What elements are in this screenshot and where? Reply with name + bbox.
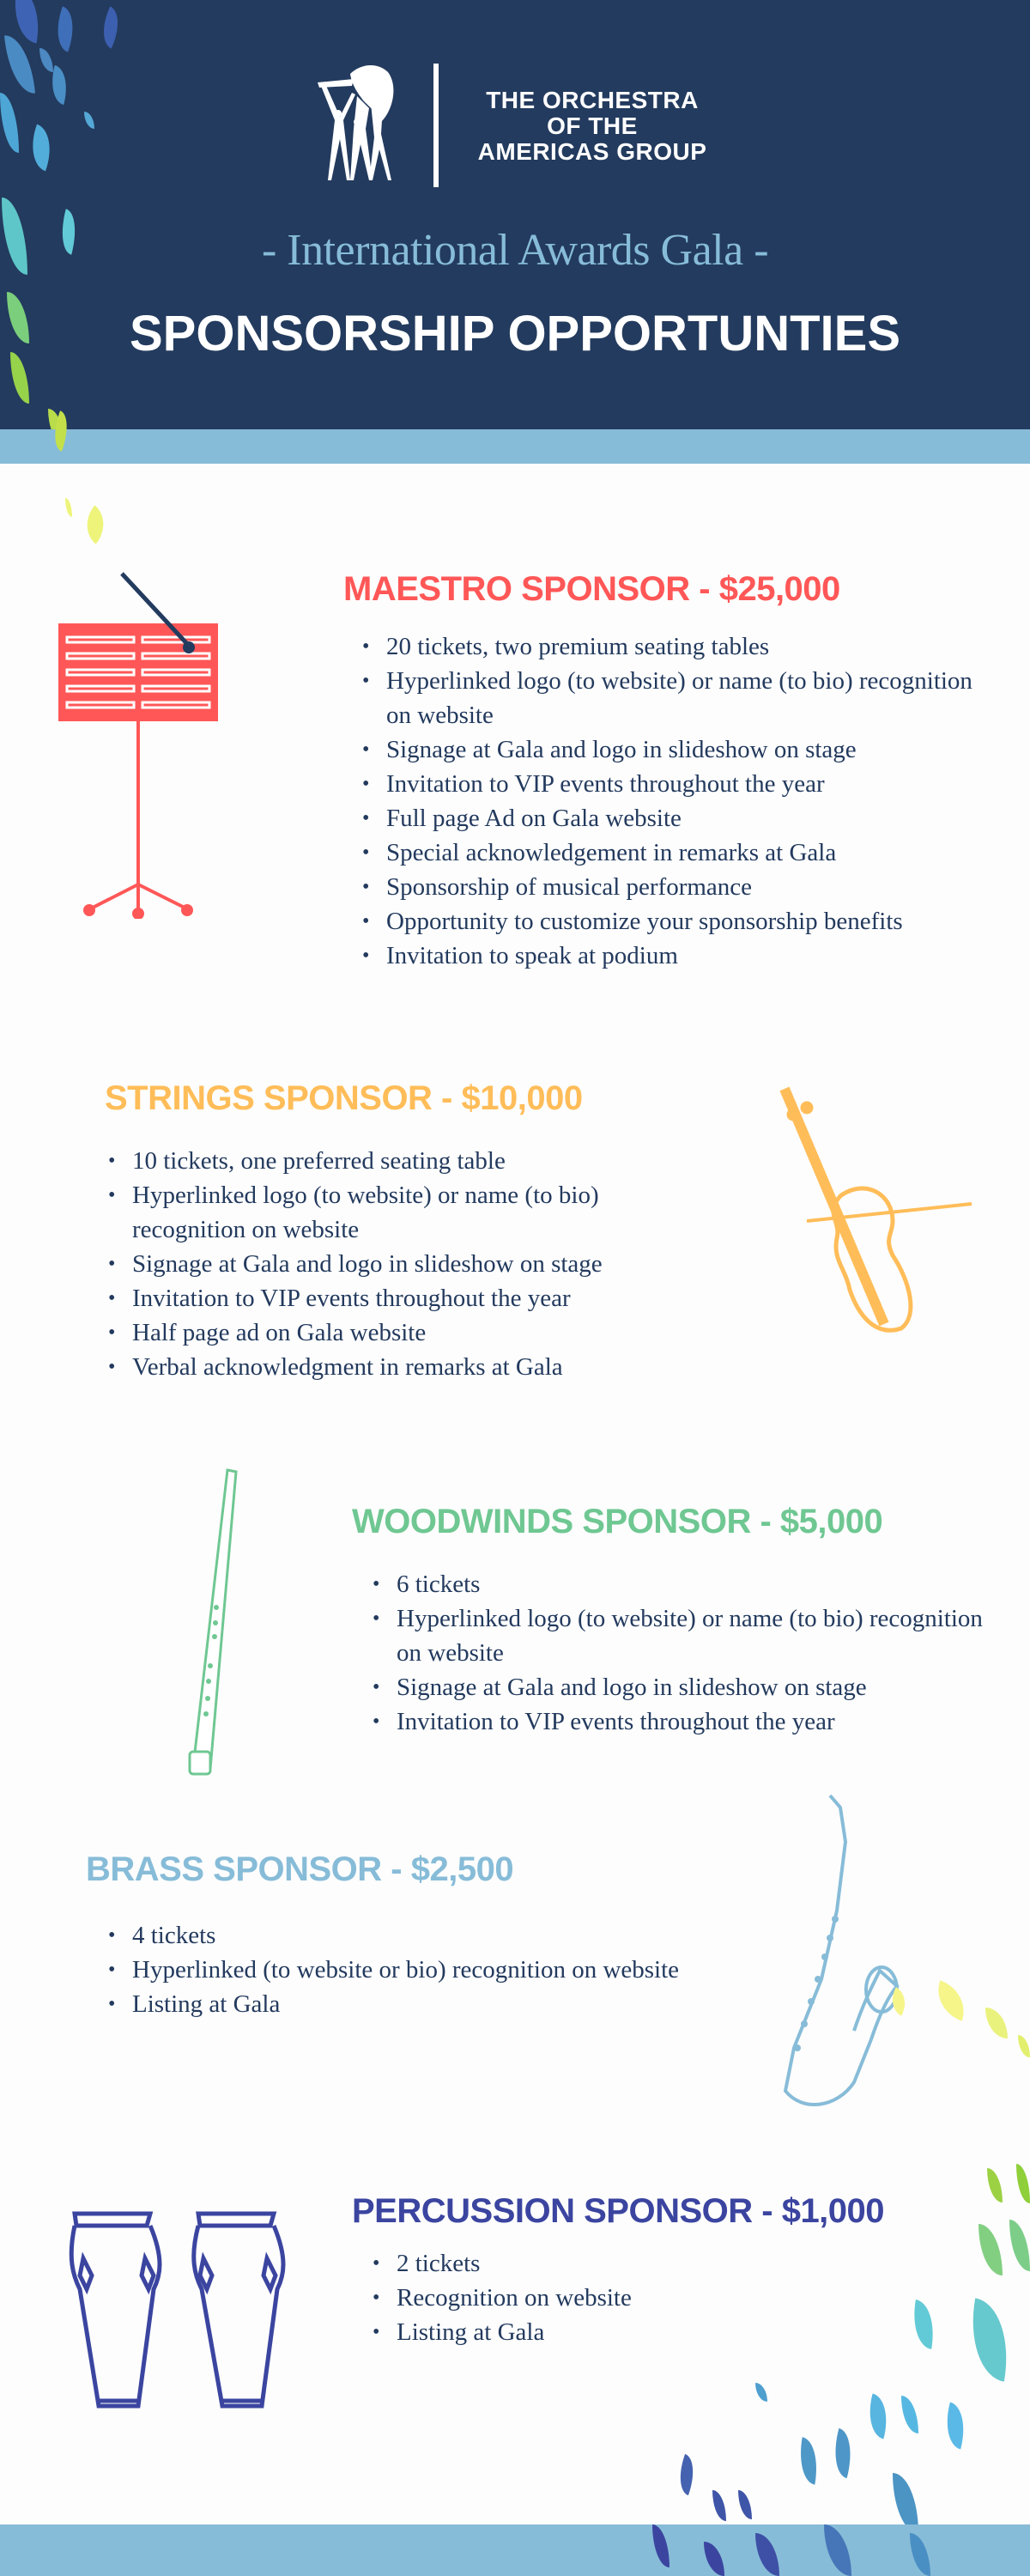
leaf-decoration [862,2393,894,2439]
benefit-item: • Verbal acknowledgment in remarks at Gala [105,1350,706,1384]
leaf-decoration [672,2454,701,2495]
benefit-item: • 4 tickets [105,1918,687,1953]
benefits-list [352,2246,1004,2349]
leaf-decoration [939,2402,972,2449]
benefit-item: • Invitation to VIP events throughout the year [105,1281,706,1315]
tier-title: MAESTRO SPONSOR - $25,000 [343,570,840,608]
leaf-decoration [712,2490,726,2521]
leaf-decoration [84,112,94,129]
benefit-item: • 10 tickets, one preferred seating table [105,1144,706,1178]
benefit-item: • Signage at Gala and logo in slideshow on stage [369,1670,1004,1704]
leaf-decoration [23,125,60,172]
leaf-decoration [738,2490,752,2519]
saxophone-icon [734,1790,906,2117]
event-subtitle: - International Awards Gala - [261,226,769,275]
org-line-3: AMERICAS GROUP [477,138,707,165]
tier-title: PERCUSSION SPONSOR - $1,000 [352,2192,885,2230]
benefit-item: • 2 tickets [369,2246,1004,2281]
leaf-decoration [755,2383,767,2402]
benefits-list [343,629,996,973]
benefit-item: • Hyperlinked logo (to website) or name (to bio) recognition on website [359,664,996,732]
benefit-item: • Hyperlinked logo (to website) or name (to bio) recognition on website [369,1601,1004,1670]
benefit-item: • Invitation to VIP events throughout the year [369,1704,1004,1739]
tier-percussion [352,2192,1004,2349]
benefit-item: • Signage at Gala and logo in slideshow on stage [359,732,996,767]
benefit-item: • Half page ad on Gala website [105,1315,706,1350]
benefit-item: • Sponsorship of musical performance [359,870,996,904]
benefit-item: • Special acknowledgement in remarks at Gala [359,835,996,870]
leaf-decoration [901,2396,918,2433]
benefit-item: • 20 tickets, two premium seating tables [359,629,996,664]
tier-title: BRASS SPONSOR - $2,500 [86,1850,514,1888]
leaf-decoration [39,48,53,72]
header-banner [0,0,1030,429]
tier-maestro [343,570,996,973]
tier-strings [105,1079,706,1384]
leaf-decoration [1009,2220,1030,2271]
org-line-2: OF THE [547,112,638,139]
benefit-item: • Full page Ad on Gala website [359,801,996,835]
leaf-decoration [930,1980,972,2021]
organization-logo [309,60,721,189]
tier-brass [86,1850,687,2021]
leaf-decoration [8,0,45,43]
benefit-item: • Invitation to VIP events throughout the year [359,767,996,801]
benefit-item: • Listing at Gala [369,2315,1004,2349]
logo-divider [433,64,439,187]
organization-name [464,88,721,165]
tier-title: WOODWINDS SPONSOR - $5,000 [352,1503,883,1540]
benefits-list [352,1567,1004,1739]
orchestra-figures-icon [309,60,403,180]
leaf-decoration [1016,2164,1030,2203]
leaf-decoration [0,93,19,153]
benefit-item: • Recognition on website [369,2281,1004,2315]
benefit-item: • Opportunity to customize your sponsorship benefits [359,904,996,939]
header-stripe [0,429,1030,464]
page-title: SPONSORSHIP OPPORTUNTIES [129,306,901,361]
benefit-item: • 6 tickets [369,1567,1004,1601]
leaf-decoration [1018,2035,1030,2057]
benefit-item: • Hyperlinked logo (to website) or name (to bio) recognition on website [105,1178,706,1247]
benefit-item: • Invitation to speak at podium [359,939,996,973]
footer-stripe [0,2524,1030,2576]
leaf-decoration [4,33,35,95]
org-line-1: THE ORCHESTRA [486,87,699,113]
leaf-decoration [94,6,128,48]
tier-title: STRINGS SPONSOR - $10,000 [105,1079,583,1117]
music-stand-icon [52,567,240,919]
tier-woodwinds [352,1503,1004,1739]
leaf-decoration [985,2008,1008,2038]
benefits-list [86,1918,687,2021]
benefits-list [105,1144,706,1384]
violin-icon [772,1084,978,1333]
leaf-decoration [76,505,115,544]
leaf-decoration [827,2428,858,2478]
conga-drums-icon [64,2207,296,2421]
leaf-decoration [795,2437,823,2484]
leaf-decoration [49,6,82,52]
flute-icon [159,1468,245,1777]
benefit-item: • Hyperlinked (to website or bio) recognition on website [105,1953,688,1987]
benefit-item: • Listing at Gala [105,1987,687,2021]
benefit-item: • Signage at Gala and logo in slideshow on stage [105,1247,706,1281]
leaf-decoration [65,498,72,517]
